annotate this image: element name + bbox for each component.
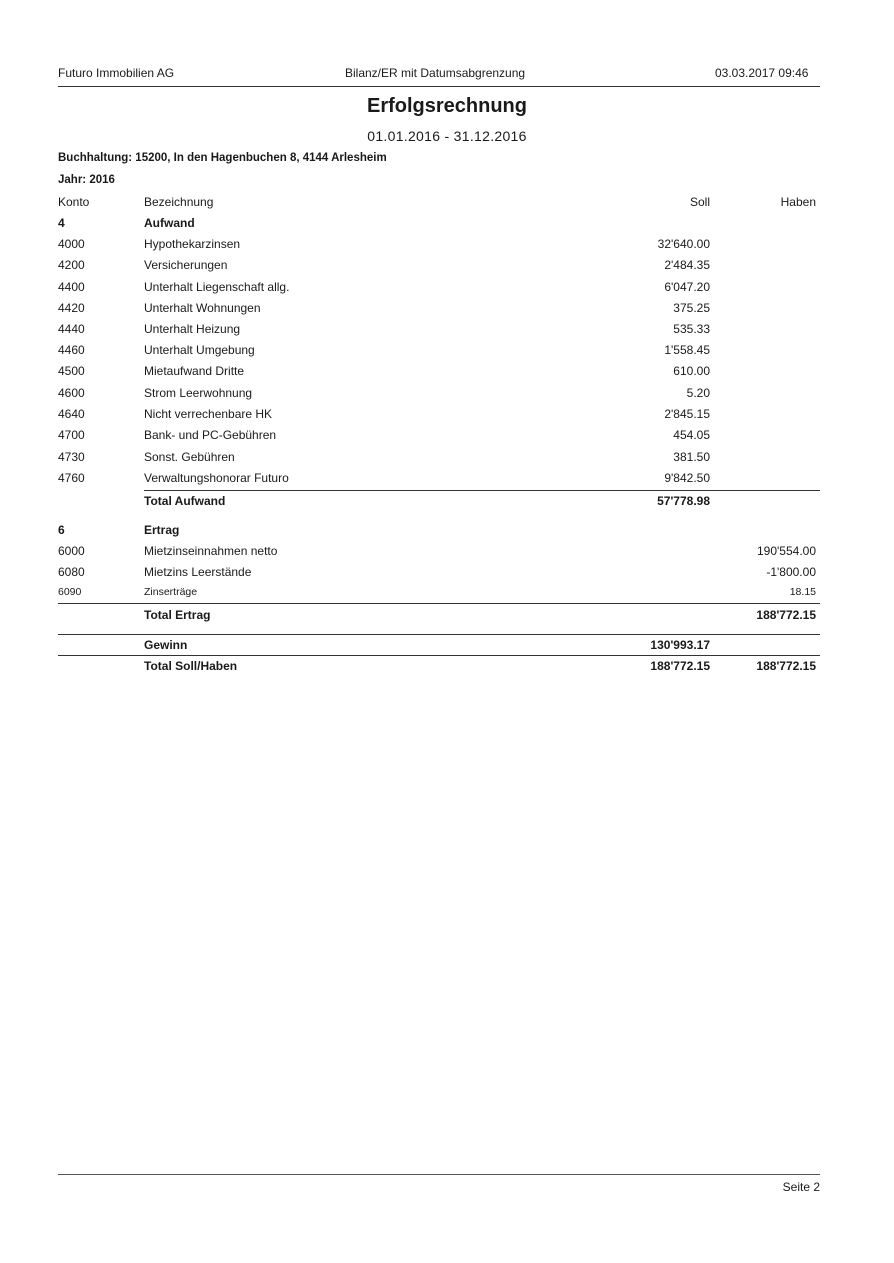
table-row xyxy=(58,237,820,257)
total-soll-haben-row xyxy=(58,659,820,679)
row-konto: 4730 xyxy=(58,450,85,464)
row-soll: 535.33 xyxy=(673,322,710,336)
row-soll: 1'558.45 xyxy=(664,343,710,357)
page-title: Erfolgsrechnung xyxy=(366,95,527,117)
row-bezeichnung: Unterhalt Liegenschaft allg. xyxy=(144,280,290,294)
row-haben: 190'554.00 xyxy=(756,544,816,558)
total-aufwand-row xyxy=(58,494,820,514)
ertrag-total-divider xyxy=(58,603,820,604)
header-divider xyxy=(58,86,820,87)
row-bezeichnung: Mietaufwand Dritte xyxy=(144,364,245,378)
row-konto: 4700 xyxy=(58,428,85,442)
total-divider xyxy=(58,655,820,656)
row-bezeichnung: Bank- und PC-Gebühren xyxy=(144,428,277,442)
company-name: Futuro Immobilien AG xyxy=(58,66,175,80)
page-number: Seite 2 xyxy=(782,1180,820,1194)
row-soll: 2'845.15 xyxy=(664,407,710,421)
row-haben: 18.15 xyxy=(789,586,816,598)
row-bezeichnung: Unterhalt Umgebung xyxy=(144,343,255,357)
row-bezeichnung: Mietzinseinnahmen netto xyxy=(144,544,278,558)
row-bezeichnung: Nicht verrechenbare HK xyxy=(144,407,273,421)
row-soll: 9'842.50 xyxy=(664,471,710,485)
row-konto: 4200 xyxy=(58,258,85,272)
row-soll: 2'484.35 xyxy=(664,258,710,272)
row-konto: 4600 xyxy=(58,386,85,400)
table-row xyxy=(58,565,820,585)
section-konto: 6 xyxy=(58,523,65,537)
row-bezeichnung: Strom Leerwohnung xyxy=(144,386,253,400)
row-soll: 454.05 xyxy=(673,428,710,442)
total-ertrag-label: Total Ertrag xyxy=(144,608,211,622)
aufwand-total-divider xyxy=(144,490,820,491)
row-konto: 4420 xyxy=(58,301,85,315)
row-konto: 6080 xyxy=(58,565,85,579)
row-konto: 6000 xyxy=(58,544,85,558)
row-konto: 4440 xyxy=(58,322,85,336)
col-bezeichnung: Bezeichnung xyxy=(144,195,214,209)
row-soll: 610.00 xyxy=(673,364,710,378)
table-row xyxy=(58,343,820,363)
col-konto: Konto xyxy=(58,195,90,209)
row-soll: 381.50 xyxy=(673,450,710,464)
row-konto: 4640 xyxy=(58,407,85,421)
total-ertrag-haben: 188'772.15 xyxy=(756,608,816,622)
section-ertrag xyxy=(58,523,820,543)
row-konto: 4460 xyxy=(58,343,85,357)
section-konto: 4 xyxy=(58,216,65,230)
section-label: Ertrag xyxy=(144,523,180,537)
table-row xyxy=(58,386,820,406)
table-row xyxy=(58,322,820,342)
row-bezeichnung: Zinserträge xyxy=(144,586,198,598)
row-konto: 4760 xyxy=(58,471,85,485)
row-konto: 4000 xyxy=(58,237,85,251)
gewinn-divider xyxy=(58,634,820,635)
total-aufwand-soll: 57'778.98 xyxy=(657,494,710,508)
report-name: Bilanz/ER mit Datumsabgrenzung xyxy=(345,66,526,80)
table-row xyxy=(58,364,820,384)
table-row xyxy=(58,471,820,491)
gewinn-soll: 130'993.17 xyxy=(650,638,710,652)
total-aufwand-label: Total Aufwand xyxy=(144,494,226,508)
row-konto: 4500 xyxy=(58,364,85,378)
row-soll: 375.25 xyxy=(673,301,710,315)
section-label: Aufwand xyxy=(144,216,195,230)
row-bezeichnung: Mietzins Leerstände xyxy=(144,565,252,579)
table-row xyxy=(58,407,820,427)
table-row xyxy=(58,428,820,448)
row-bezeichnung: Sonst. Gebühren xyxy=(144,450,235,464)
row-konto: 4400 xyxy=(58,280,85,294)
row-konto: 6090 xyxy=(58,586,82,598)
total-ertrag-row xyxy=(58,608,820,628)
buchhaltung-info: Buchhaltung: 15200, In den Hagenbuchen 8, 4144 Arlesheim xyxy=(58,152,387,164)
total-soll: 188'772.15 xyxy=(650,659,710,673)
row-bezeichnung: Hypothekarzinsen xyxy=(144,237,241,251)
total-haben: 188'772.15 xyxy=(756,659,816,673)
row-bezeichnung: Verwaltungshonorar Futuro xyxy=(144,471,289,485)
row-soll: 32'640.00 xyxy=(657,237,710,251)
row-bezeichnung: Versicherungen xyxy=(144,258,228,272)
total-label: Total Soll/Haben xyxy=(144,659,238,673)
footer-divider xyxy=(58,1174,820,1175)
column-headers xyxy=(58,195,820,215)
col-haben: Haben xyxy=(780,195,816,209)
table-row xyxy=(58,258,820,278)
row-haben: -1'800.00 xyxy=(766,565,816,579)
row-soll: 5.20 xyxy=(686,386,710,400)
table-row xyxy=(58,301,820,321)
col-soll: Soll xyxy=(689,195,710,209)
row-soll: 6'047.20 xyxy=(664,280,710,294)
table-row xyxy=(58,280,820,300)
section-aufwand xyxy=(58,216,820,236)
row-bezeichnung: Unterhalt Wohnungen xyxy=(144,301,261,315)
report-timestamp: 03.03.2017 09:46 xyxy=(715,66,809,80)
gewinn-label: Gewinn xyxy=(144,638,188,652)
table-row xyxy=(58,544,820,564)
year-info: Jahr: 2016 xyxy=(58,174,115,186)
period-range: 01.01.2016 - 31.12.2016 xyxy=(367,128,527,144)
table-row xyxy=(58,450,820,470)
row-bezeichnung: Unterhalt Heizung xyxy=(144,322,241,336)
